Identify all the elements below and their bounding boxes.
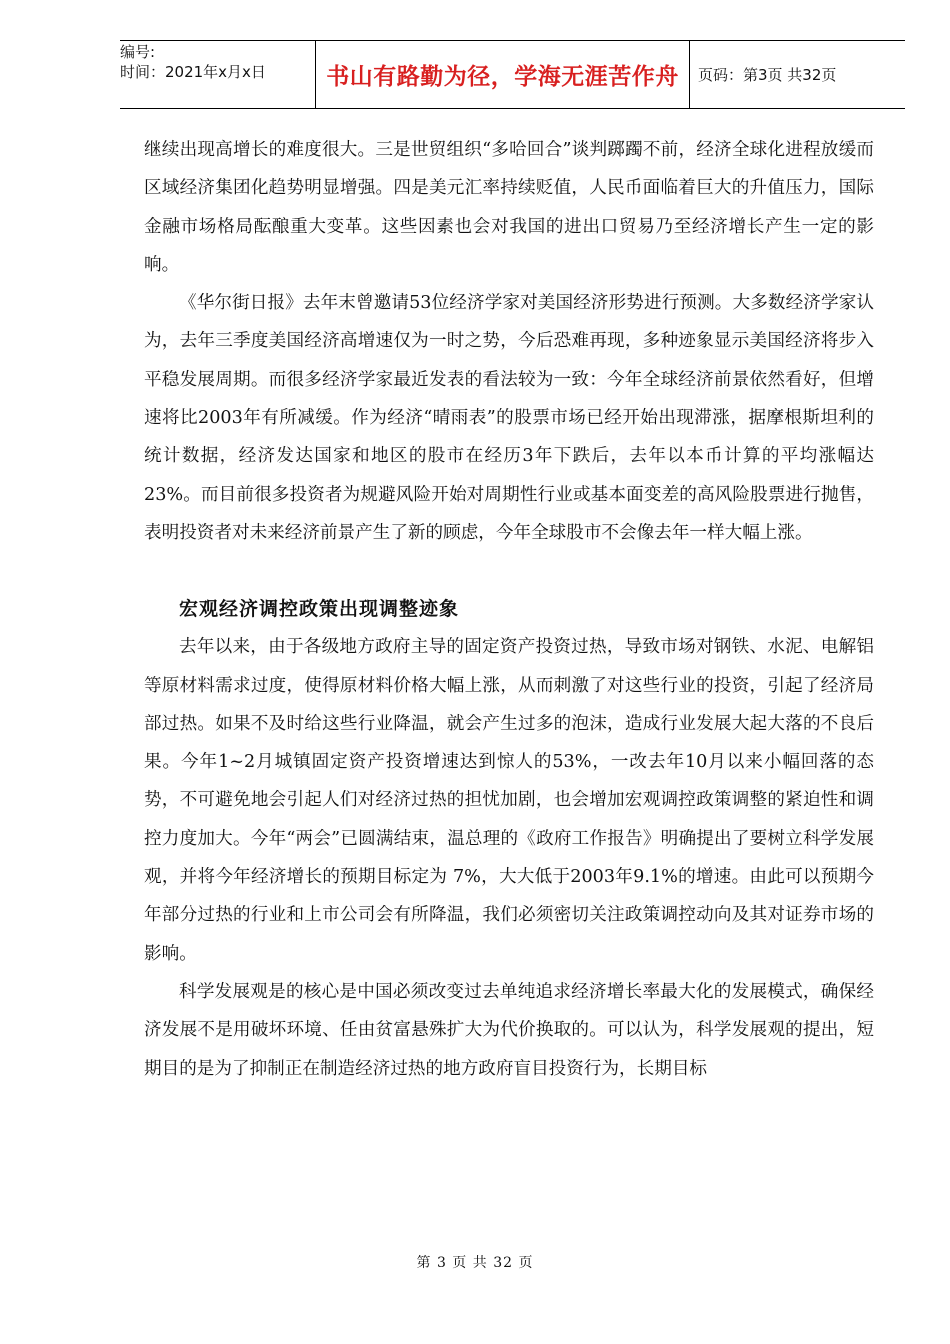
header-motto: 书山有路勤为径，学海无涯苦作舟 [315, 41, 690, 108]
header-meta [120, 41, 315, 109]
header-page-info: 页码：第3页 共32页 [698, 66, 837, 84]
time-label: 时间：2021年x月x日 [120, 63, 266, 81]
paragraph-1: 继续出现高增长的难度很大。三是世贸组织“多哈回合”谈判踯躅不前，经济全球化进程放缓而区域经济集团化趋势明显增强。四是美元汇率持续贬值，人民币面临着巨大的升值压力，国际金融市场格局酝酿重大变革。这些因素也会对我国的进出口贸易乃至经济增长产生一定的影响。 [144, 140, 874, 275]
page-footer: 第 3 页 共 32 页 [416, 1255, 534, 1271]
section-heading: 宏观经济调控政策出现调整迹象 [179, 598, 460, 621]
page-header [120, 40, 905, 109]
document-body [144, 131, 874, 1088]
paragraph-3: 去年以来，由于各级地方政府主导的固定资产投资过热，导致市场对钢铁、水泥、电解铝等原材料需求过度，使得原材料价格大幅上涨，从而刺激了对这些行业的投资，引起了经济局部过热。如果不及时给这些行业降温，就会产生过多的泡沫，造成行业发展大起大落的不良后果。今年1~2月城镇固定资产投资增速达到惊人的53%，一改去年10月以来小幅回落的态势，不可避免地会引起人们对经济过热的担忧加剧，也会增加宏观调控政策调整的紧迫性和调控力度加大。今年“两会”已圆满结束，温总理的《政府工作报告》明确提出了要树立科学发展观，并将今年经济增长的预期目标定为 7%，大大低于2003年9.1%的增速。由此可以预期今年部分过热的行业和上市公司会有所降温，我们必须密切关注政策调控动向及其对证券市场的影响。 [144, 637, 874, 964]
paragraph-2: 《华尔街日报》去年末曾邀请53位经济学家对美国经济形势进行预测。大多数经济学家认为，去年三季度美国经济高增速仅为一时之势，今后恐难再现，多种迹象显示美国经济将步入平稳发展周期。而很多经济学家最近发表的看法较为一致：今年全球经济前景依然看好，但增速将比2003年有所减缓。作为经济“晴雨表”的股票市场已经开始出现滞涨，据摩根斯坦利的统计数据，经济发达国家和地区的股市在经历3年下跌后，去年以本币计算的平均涨幅达23%。而目前很多投资者为规避风险开始对周期性行业或基本面变差的高风险股票进行抛售，表明投资者对未来经济前景产生了新的顾虑，今年全球股市不会像去年一样大幅上涨。 [144, 293, 874, 543]
number-label: 编号: [120, 43, 156, 61]
paragraph-4: 科学发展观是的核心是中国必须改变过去单纯追求经济增长率最大化的发展模式，确保经济发展不是用破坏环境、任由贫富悬殊扩大为代价换取的。可以认为，科学发展观的提出，短期目的是为了抑制正在制造经济过热的地方政府盲目投资行为，长期目标 [144, 981, 874, 1079]
section-gap [144, 552, 874, 590]
